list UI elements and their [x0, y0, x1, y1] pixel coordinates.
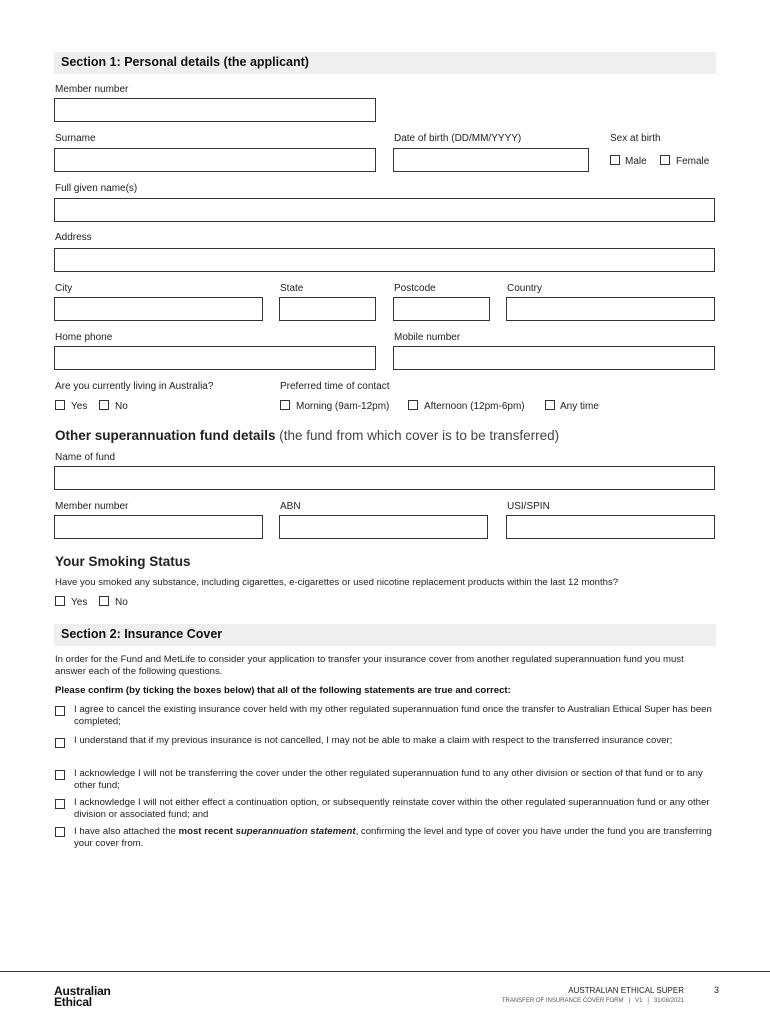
abn-field[interactable]: [279, 515, 488, 539]
statement-2-text: I understand that if my previous insurance is not cancelled, I may not be able to make a claim with respect to the transferred insurance cover;: [74, 735, 673, 746]
given-names-label: Full given name(s): [55, 183, 138, 194]
smoking-yes-checkbox[interactable]: [55, 596, 65, 606]
footer-logo: [54, 986, 111, 1008]
dob-field[interactable]: [393, 148, 589, 172]
home-phone-field[interactable]: [54, 346, 376, 370]
mobile-field[interactable]: [393, 346, 715, 370]
dob-label: Date of birth (DD/MM/YYYY): [394, 133, 522, 144]
male-label: Male: [625, 156, 647, 167]
statement-5-checkbox[interactable]: [55, 827, 65, 837]
section2-confirm: Please confirm (by ticking the boxes below) that all of the following statements are true and correct:: [55, 685, 511, 696]
smoking-heading: [55, 554, 191, 569]
smoking-yes-label: Yes: [71, 597, 88, 608]
fund-member-number-label: Member number: [55, 501, 129, 512]
statement-5-text: [74, 826, 714, 850]
logo-line-2: Ethical: [54, 995, 92, 1009]
city-label: City: [55, 283, 73, 294]
state-field[interactable]: [279, 297, 376, 321]
morning-checkbox[interactable]: [280, 400, 290, 410]
smoking-question: Have you smoked any substance, including cigarettes, e-cigarettes or used nicotine replacement products within the last 12 months?: [55, 577, 619, 588]
statement-1-checkbox[interactable]: [55, 706, 65, 716]
member-number-label: Member number: [55, 84, 129, 95]
country-label: Country: [507, 283, 543, 294]
statement-5-before: I have also attached the: [74, 826, 179, 837]
state-label: State: [280, 283, 304, 294]
footer-page-number: 3: [714, 985, 720, 995]
mobile-label: Mobile number: [394, 332, 461, 343]
logo-line-1: Australian: [54, 984, 111, 998]
any-time-checkbox[interactable]: [545, 400, 555, 410]
section2-title: Section 2: Insurance Cover: [61, 627, 223, 641]
footer-doc-info: TRANSFER OF INSURANCE COVER FORM | V1 | 31/08/2021: [501, 998, 684, 1004]
living-in-au-label: Are you currently living in Australia?: [55, 381, 214, 392]
any-time-label: Any time: [560, 401, 599, 412]
postcode-label: Postcode: [394, 283, 436, 294]
living-no-checkbox[interactable]: [99, 400, 109, 410]
fund-name-label: Name of fund: [55, 452, 116, 463]
other-fund-heading-sub: (the fund from which cover is to be transferred): [279, 428, 560, 443]
postcode-field[interactable]: [393, 297, 490, 321]
country-field[interactable]: [506, 297, 715, 321]
given-names-field[interactable]: [54, 198, 715, 222]
footer-org: AUSTRALIAN ETHICAL SUPER: [568, 986, 684, 995]
usi-label: USI/SPIN: [507, 501, 550, 512]
statement-4-text: I acknowledge I will not either effect a continuation option, or subsequently reinstate cover within the other regulated superannuation fund or any other division or associated fund; and: [74, 797, 710, 820]
living-yes-checkbox[interactable]: [55, 400, 65, 410]
home-phone-label: Home phone: [55, 332, 113, 343]
surname-label: Surname: [55, 133, 96, 144]
morning-label: Morning (9am-12pm): [296, 401, 390, 412]
afternoon-checkbox[interactable]: [408, 400, 418, 410]
statement-1-text: I agree to cancel the existing insurance cover held with my other regulated superannuation fund once the transfer to Australian Ethical Super has been completed;: [74, 704, 712, 727]
fund-name-field[interactable]: [54, 466, 715, 490]
statement-2-checkbox[interactable]: [55, 738, 65, 748]
living-no-label: No: [115, 401, 128, 412]
other-fund-heading: [55, 428, 559, 443]
smoking-heading-text: Your Smoking Status: [55, 554, 191, 569]
smoking-no-label: No: [115, 597, 128, 608]
statement-5-after: , confirming the level and type of cover you have under the fund you are transferring your cover from.: [74, 826, 712, 849]
member-number-field[interactable]: [54, 98, 376, 122]
female-label: Female: [676, 156, 710, 167]
smoking-no-checkbox[interactable]: [99, 596, 109, 606]
female-checkbox[interactable]: [660, 155, 670, 165]
usi-field[interactable]: [506, 515, 715, 539]
address-label: Address: [55, 232, 92, 243]
abn-label: ABN: [280, 501, 301, 512]
statement-3-checkbox[interactable]: [55, 770, 65, 780]
fund-member-number-field[interactable]: [54, 515, 263, 539]
section1-header: [54, 52, 716, 74]
afternoon-label: Afternoon (12pm-6pm): [424, 401, 525, 412]
statement-5-bold: most recent: [178, 826, 236, 837]
city-field[interactable]: [54, 297, 263, 321]
section2-header: [54, 624, 716, 646]
sex-label: Sex at birth: [610, 133, 661, 144]
other-fund-heading-main: Other superannuation fund details: [55, 428, 276, 443]
statement-3-text: I acknowledge I will not be transferring the cover under the other regulated superannuation fund to any other division or section of that fund or to any other fund;: [74, 768, 703, 791]
contact-time-label: Preferred time of contact: [280, 381, 390, 392]
address-field[interactable]: [54, 248, 715, 272]
section1-title: Section 1: Personal details (the applicant): [61, 55, 309, 69]
footer-divider: [0, 971, 770, 972]
surname-field[interactable]: [54, 148, 376, 172]
statement-5-bold-italic: superannuation statement: [235, 826, 356, 837]
living-yes-label: Yes: [71, 401, 88, 412]
section2-intro: In order for the Fund and MetLife to consider your application to transfer your insurance cover from another regulated superannuation fund you must answer each of the following questions.: [55, 654, 684, 677]
male-checkbox[interactable]: [610, 155, 620, 165]
statement-4-checkbox[interactable]: [55, 799, 65, 809]
